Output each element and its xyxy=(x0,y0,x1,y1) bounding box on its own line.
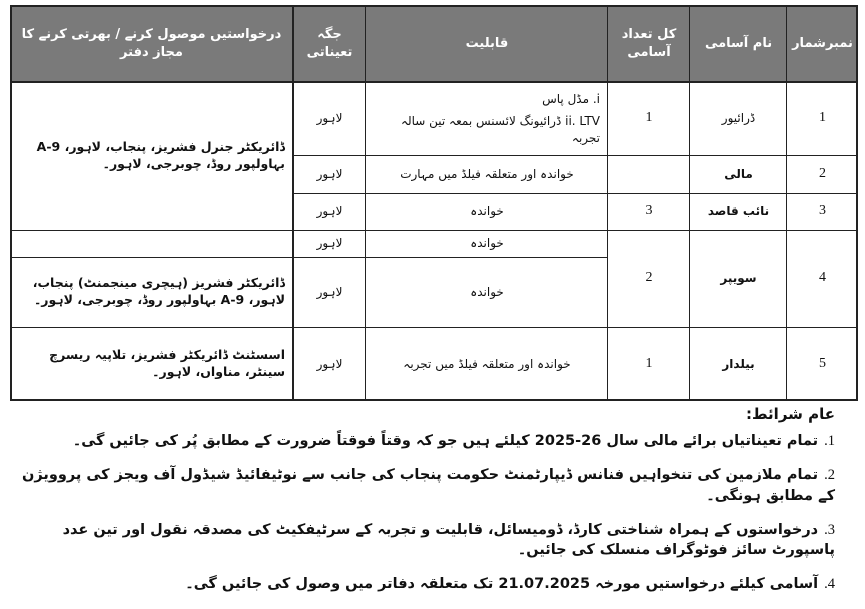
border-row4-sub xyxy=(293,257,608,258)
term-number: 3. xyxy=(824,521,835,538)
office-dg: ڈائریکٹر جنرل فشریز، پنجاب، لاہور، A-9 بہاولپور روڈ، چوبرجی، لاہور۔ xyxy=(36,139,285,171)
border-row1-right xyxy=(690,155,858,156)
row4-place-a: لاہور xyxy=(316,236,343,251)
border-header-bottom xyxy=(10,81,858,83)
row1-post: ڈرائیور xyxy=(721,111,756,126)
border-row3 xyxy=(10,230,858,231)
border-outer-bottom xyxy=(10,399,858,401)
border-row2 xyxy=(293,193,858,194)
row5-qualification: خواندہ اور متعلقہ فیلڈ میں تجربہ xyxy=(403,356,571,371)
row5-count: 1 xyxy=(645,355,653,371)
term-item xyxy=(20,465,835,506)
row5-post: بیلدار xyxy=(722,356,755,371)
border-outer-left xyxy=(10,5,12,401)
header-serial: نمبرشمار xyxy=(787,5,858,82)
row1-qual-2: ii. LTV ڈرائیونگ لائسنس بمعہ تین سالہ تجربہ xyxy=(400,114,600,145)
row3-post: نائب قاصد xyxy=(707,204,770,219)
row5-place: لاہور xyxy=(316,356,343,371)
term-number: 4. xyxy=(824,576,835,593)
row3-qualification: خواندہ xyxy=(470,204,504,219)
office-hatchery: ڈائریکٹر فشریز (ہیچری مینجمنٹ) پنجاب، لاہور، A-9 بہاولپور روڈ، چوبرجی، لاہور۔ xyxy=(32,275,285,307)
border-outer-top xyxy=(10,5,858,7)
row5-serial: 5 xyxy=(819,355,826,371)
vacancy-table xyxy=(10,5,858,401)
row4-count: 2 xyxy=(645,270,653,286)
row1-qualification xyxy=(366,82,608,155)
term-number: 2. xyxy=(824,467,835,484)
row1-qual-1: i. مڈل پاس xyxy=(542,92,600,107)
border-col-serial xyxy=(786,5,787,401)
terms-title: عام شرائط: xyxy=(745,405,835,423)
row2-serial: 2 xyxy=(819,165,826,181)
header-office: درخواستیں موصول کرنے / بھرتی کرنے کا مجاز دفتر xyxy=(10,5,293,82)
row2-place: لاہور xyxy=(316,166,343,181)
header-qualification: قابلیت xyxy=(366,5,608,82)
header-count: کل تعداد آسامی xyxy=(608,5,690,82)
term-text: درخواستوں کے ہمراہ شناختی کارڈ، ڈومیسائل، قابلیت و تجربہ کے سرٹیفکیٹ کی مصدقہ نقول اور تین عدد پاسپورٹ سائز فوٹوگراف منسلک کی جائیں۔ xyxy=(62,521,835,559)
row4-place-b: لاہور xyxy=(316,284,343,299)
term-text: تمام ملازمین کی تنخواہیں فنانس ڈیپارٹمنٹ حکومت پنجاب کی جانب سے نوٹیفائیڈ شیڈول آف ویجز کی پروویژن کے مطابق ہونگی۔ xyxy=(22,467,835,504)
row4-qualification-a: خواندہ xyxy=(470,236,504,251)
row4-post: سویپر xyxy=(720,271,757,286)
row3-place: لاہور xyxy=(316,204,343,219)
border-row1-left xyxy=(293,155,690,156)
row2-post: مالی xyxy=(724,166,753,181)
row1-count: 1 xyxy=(645,110,653,126)
row2-qualification: خواندہ اور متعلقہ فیلڈ میں مہارت xyxy=(400,166,574,181)
term-item xyxy=(20,431,835,451)
row1-serial: 1 xyxy=(819,110,826,126)
office-research: اسسٹنٹ ڈائریکٹر فشریز، تلاپیہ ریسرچ سینٹر، مناواں، لاہور۔ xyxy=(49,347,285,379)
row1-place: لاہور xyxy=(316,111,343,126)
border-col-count xyxy=(607,5,608,401)
row4-qualification-b: خواندہ xyxy=(470,284,504,299)
term-text: تمام تعیناتیاں برائے مالی سال 26-2025 کیلئے ہیں جو کہ وقتاً فوقتاً ضرورت کے مطابق پُر کی جائیں گی۔ xyxy=(72,433,819,449)
border-col-qual xyxy=(365,5,366,401)
border-col-place xyxy=(292,5,294,401)
border-outer-right xyxy=(856,5,858,401)
row3-serial: 3 xyxy=(819,203,826,219)
row4-serial: 4 xyxy=(819,270,826,286)
border-office-sub xyxy=(10,257,293,258)
row3-count: 3 xyxy=(645,203,653,219)
header-post: نام آسامی xyxy=(690,5,787,82)
term-item xyxy=(20,574,835,594)
term-number: 1. xyxy=(824,433,835,449)
header-place: جگہ تعیناتی xyxy=(293,5,366,82)
border-col-post xyxy=(689,5,690,401)
general-terms xyxy=(20,405,835,609)
term-text: آسامی کیلئے درخواستیں مورخہ 21.07.2025 تک متعلقہ دفاتر میں وصول کی جائیں گی۔ xyxy=(185,576,819,593)
term-item xyxy=(20,520,835,561)
border-row4 xyxy=(10,327,858,328)
